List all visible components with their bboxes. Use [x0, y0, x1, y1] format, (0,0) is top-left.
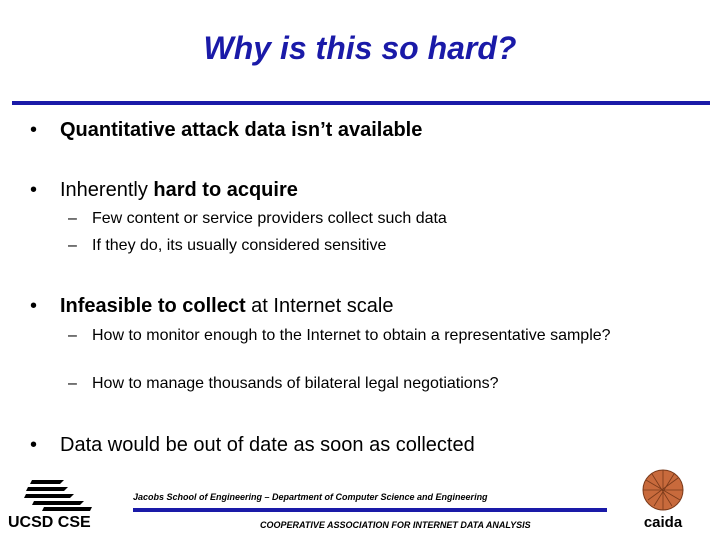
- ucsd-cse-label: UCSD CSE: [8, 514, 91, 531]
- caida-logo-text: caida: [643, 514, 683, 530]
- bullet-2-segment-2: hard to acquire: [153, 179, 298, 201]
- sub-text: If they do, its usually considered sensitive: [92, 237, 387, 254]
- sub-dash: –: [68, 375, 77, 392]
- slide-title: Why is this so hard?: [203, 30, 517, 66]
- bullet-4-text: [60, 433, 475, 457]
- bullet-3-segment-1: Infeasible to collect: [60, 295, 246, 317]
- bullet-dot: •: [30, 119, 38, 141]
- title-divider: [12, 101, 710, 105]
- bullet-1-text: [60, 118, 422, 142]
- sub-text: Few content or service providers collect such data: [92, 210, 447, 227]
- sub-dash: –: [68, 237, 77, 254]
- footer-divider: [133, 508, 607, 512]
- ucsd-logo-icon: [24, 478, 94, 512]
- footer-school: Jacobs School of Engineering – Department of Computer Science and Engineering: [133, 492, 488, 502]
- bullet-1-segment-1: Quantitative attack data isn’t available: [60, 119, 423, 141]
- caida-globe-logo-icon: [636, 468, 690, 530]
- bullet-dot: •: [30, 179, 38, 201]
- bullet-3-segment-2: at Internet scale: [245, 295, 394, 317]
- sub-dash: –: [68, 210, 77, 227]
- bullet-4-segment-1: Data would be out of date as soon as collected: [60, 434, 475, 456]
- bullet-2-text: [60, 178, 298, 202]
- sub-text: How to monitor enough to the Internet to obtain a representative sample?: [92, 327, 611, 344]
- sub-dash: –: [68, 327, 77, 344]
- bullet-3-text: [60, 294, 393, 318]
- footer-org: COOPERATIVE ASSOCIATION FOR INTERNET DATA ANALYSIS: [260, 520, 531, 530]
- bullet-dot: •: [30, 434, 38, 456]
- bullet-2-segment-1: Inherently: [60, 179, 154, 201]
- sub-text: How to manage thousands of bilateral legal negotiations?: [92, 375, 499, 392]
- bullet-dot: •: [30, 295, 38, 317]
